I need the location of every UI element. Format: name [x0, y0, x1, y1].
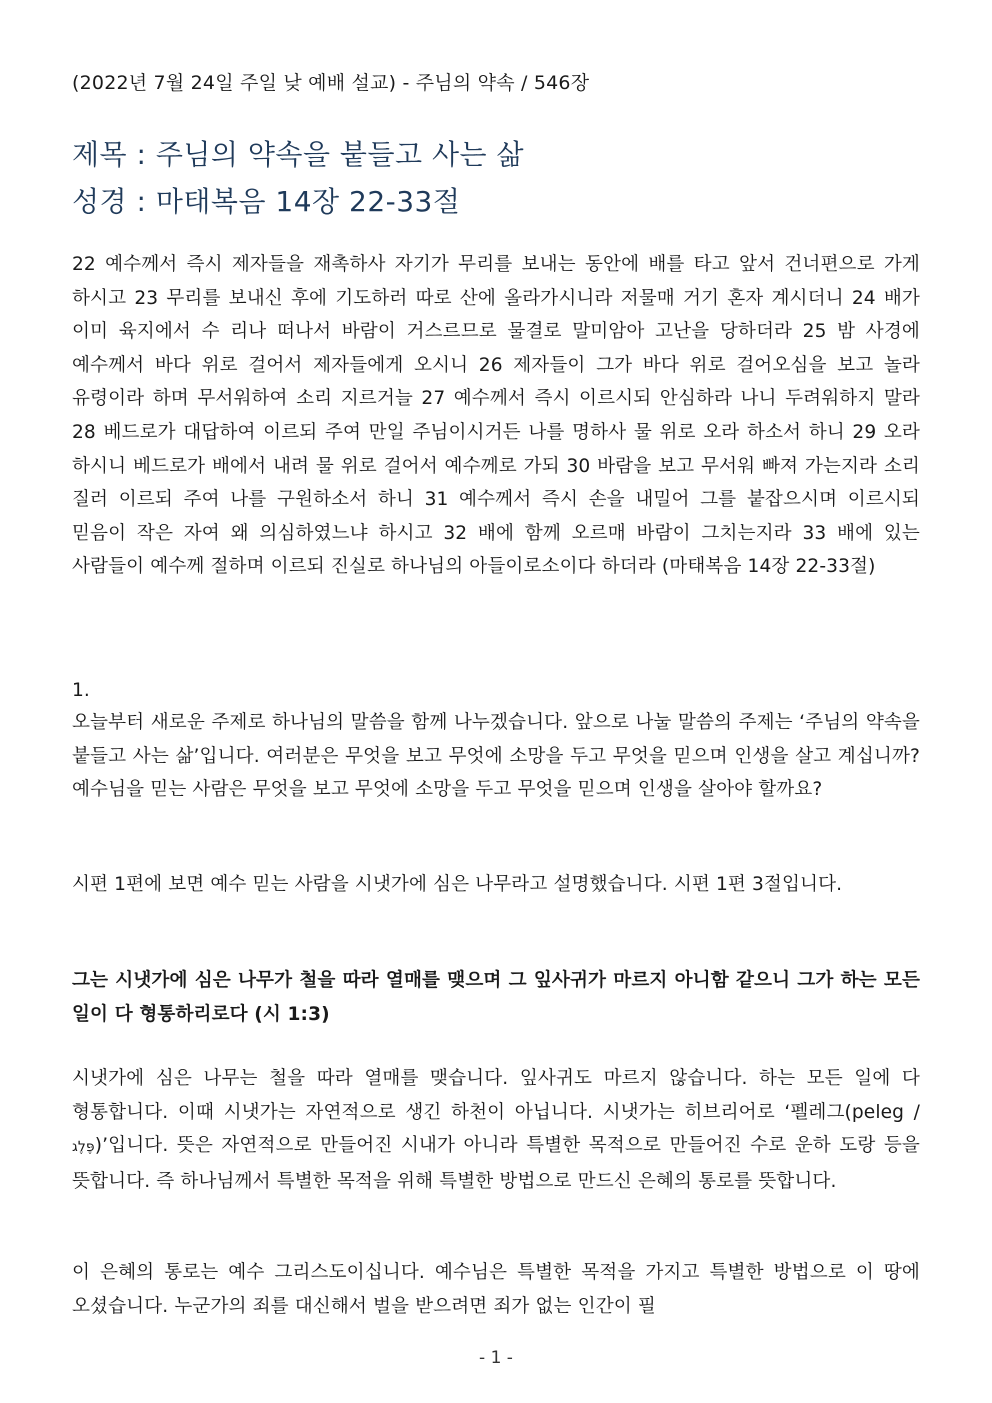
paragraph-channel-of-grace: 이 은혜의 통로는 예수 그리스도이십니다. 예수님은 특별한 목적을 가지고 특별한 방법으로 이 땅에 오셨습니다. 누군가의 죄를 대신해서 벌을 받으려면 죄가 없는 인간이 필 [72, 1262, 920, 1317]
page-number: - 1 - [479, 1348, 513, 1368]
hebrew-word: פֶּלֶג [72, 1139, 95, 1156]
paragraph-peleg [72, 1062, 920, 1198]
sermon-header: (2022년 7월 24일 주일 낮 예배 설교) - 주님의 약속 / 546장 [72, 72, 590, 94]
paragraph-intro: 오늘부터 새로운 주제로 하나님의 말씀을 함께 나누겠습니다. 앞으로 나눌 말씀의 주제는 ‘주님의 약속을 붙들고 사는 삶’입니다. 여러분은 무엇을 보고 무엇에 소망을 두고 무엇을 믿으며 인생을 살고 계십니까? 예수님을 믿는 사람은 무엇을 보고 무엇에 소망을 두고 무엇을 믿으며 인생을 살아야 할까요? [72, 712, 920, 801]
sermon-title: 제목 : 주님의 약속을 붙들고 사는 삶 [72, 138, 525, 171]
paragraph-peleg-part1: 시냇가에 심은 나무는 철을 따라 열매를 맺습니다. 잎사귀도 마르지 않습니다. 하는 모든 일에 다 형통합니다. 이때 시냇가는 자연적으로 생긴 하천이 아닙니다. 시냇가는 히브리어로 ‘펠레그(peleg / [72, 1068, 920, 1123]
section-number: 1. [72, 680, 90, 701]
psalm-quote: 그는 시냇가에 심은 나무가 철을 따라 열매를 맺으며 그 잎사귀가 마르지 아니함 같으니 그가 하는 모든 일이 다 형통하리로다 (시 1:3) [72, 970, 920, 1025]
scripture-passage: 22 예수께서 즉시 제자들을 재촉하사 자기가 무리를 보내는 동안에 배를 타고 앞서 건너편으로 가게 하시고 23 무리를 보내신 후에 기도하러 따로 산에 올라가시니라 저물매 거기 혼자 계시더니 24 배가 이미 육지에서 수 리나 떠나서 바람이 거스르므로 물결로 말미암아 고난을 당하더라 25 밤 사경에 예수께서 바다 위로 걸어서 제자들에게 오시니 26 제자들이 그가 바다 위로 걸어오심을 보고 놀라 유령이라 하며 무서워하여 소리 지르거늘 27 예수께서 즉시 이르시되 안심하라 나니 두려워하지 말라 28 베드로가 대답하여 이르되 주여 만일 주님이시거든 나를 명하사 물 위로 오라 하소서 하니 29 오라 하시니 베드로가 배에서 내려 물 위로 걸어서 예수께로 가되 30 바람을 보고 무서워 빠져 가는지라 소리 질러 이르되 주여 나를 구원하소서 하니 31 예수께서 즉시 손을 내밀어 그를 붙잡으시며 이르시되 믿음이 작은 자여 왜 의심하였느냐 하시고 32 배에 함께 오르매 바람이 그치는지라 33 배에 있는 사람들이 예수께 절하며 이르되 진실로 하나님의 아들이로소이다 하더라 (마태복음 14장 22-33절) [72, 254, 920, 578]
paragraph-peleg-part2: )’입니다. 뜻은 자연적으로 만들어진 시내가 아니라 특별한 목적으로 만들어진 수로 운하 도랑 등을 뜻합니다. 즉 하나님께서 특별한 목적을 위해 특별한 방법으로 만드신 은혜의 통로를 뜻합니다. [72, 1135, 920, 1192]
paragraph-psalm-reference: 시편 1편에 보면 예수 믿는 사람을 시냇가에 심은 나무라고 설명했습니다. 시편 1편 3절입니다. [72, 874, 843, 895]
scripture-reference: 성경 : 마태복음 14장 22-33절 [72, 185, 461, 218]
